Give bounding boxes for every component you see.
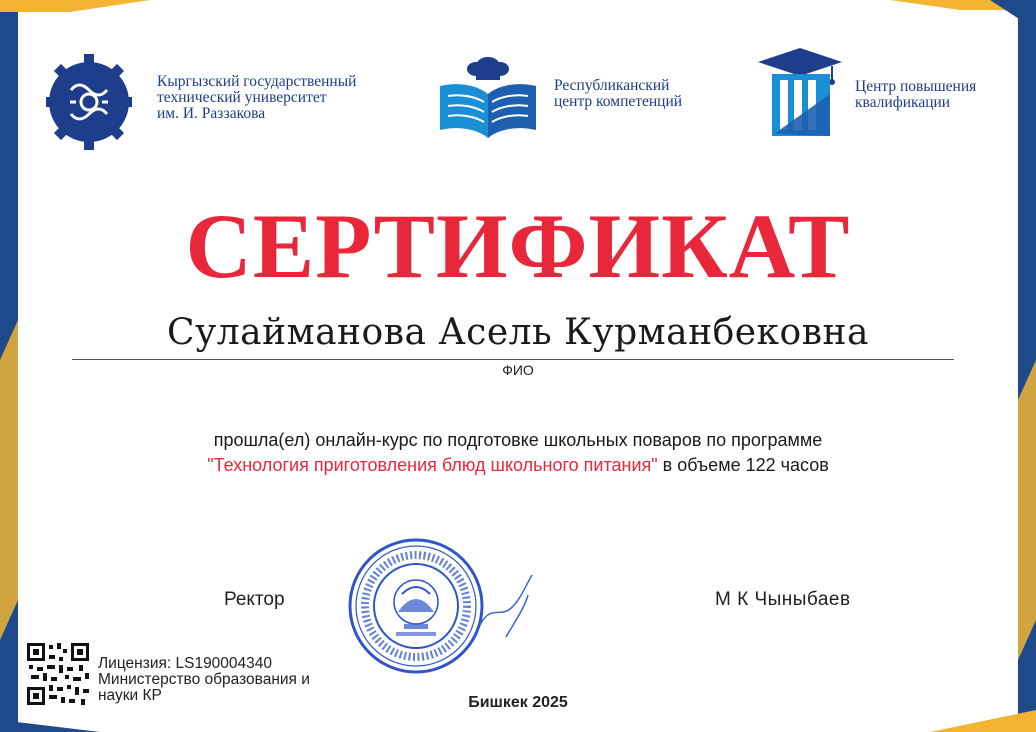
official-seal (346, 536, 486, 676)
signatory-name: М К Чыныбаев (715, 589, 851, 610)
org-competence-line2: центр компетенций (554, 93, 683, 110)
certificate-title: СЕРТИФИКАТ (185, 195, 851, 297)
org-kstu-line3: им. И. Раззакова (157, 105, 266, 122)
org-competence-line1: Республиканский (554, 77, 670, 94)
open-book-chef-hat-icon (436, 52, 540, 142)
course-name: "Технология приготовления блюд школьного питания" (207, 455, 658, 475)
org-qualification-center-name (855, 79, 976, 111)
name-caption: ФИО (502, 362, 534, 378)
certificate-body (0, 428, 1036, 478)
course-hours: в объеме 122 часов (657, 455, 829, 475)
org-competence-center-name (554, 78, 682, 110)
org-kstu-name (157, 74, 356, 122)
name-underline (72, 359, 954, 360)
license-number: Лицензия: LS190004340 (98, 655, 273, 672)
body-line1: прошла(ел) онлайн-курс по подготовке школьных поваров по программе (213, 430, 823, 450)
license-issuer-line1: Министерство образования и (98, 671, 310, 688)
signatory-role: Ректор (224, 589, 285, 610)
signature-scribble (470, 565, 550, 645)
org-kstu-line1: Кыргызский государственный (157, 73, 357, 90)
recipient-name: Сулайманова Асель Курманбековна (167, 312, 869, 353)
org-kstu-line2: технический университет (157, 89, 327, 106)
org-qualification-line2: квалификации (855, 94, 951, 111)
license-issuer-line2: науки КР (98, 687, 162, 704)
graduation-cap-building-icon (756, 44, 844, 140)
org-qualification-line1: Центр повышения (855, 78, 977, 95)
city-year: Бишкек 2025 (468, 694, 568, 711)
body-line2 (0, 453, 1036, 478)
university-emblem-icon (46, 50, 132, 154)
